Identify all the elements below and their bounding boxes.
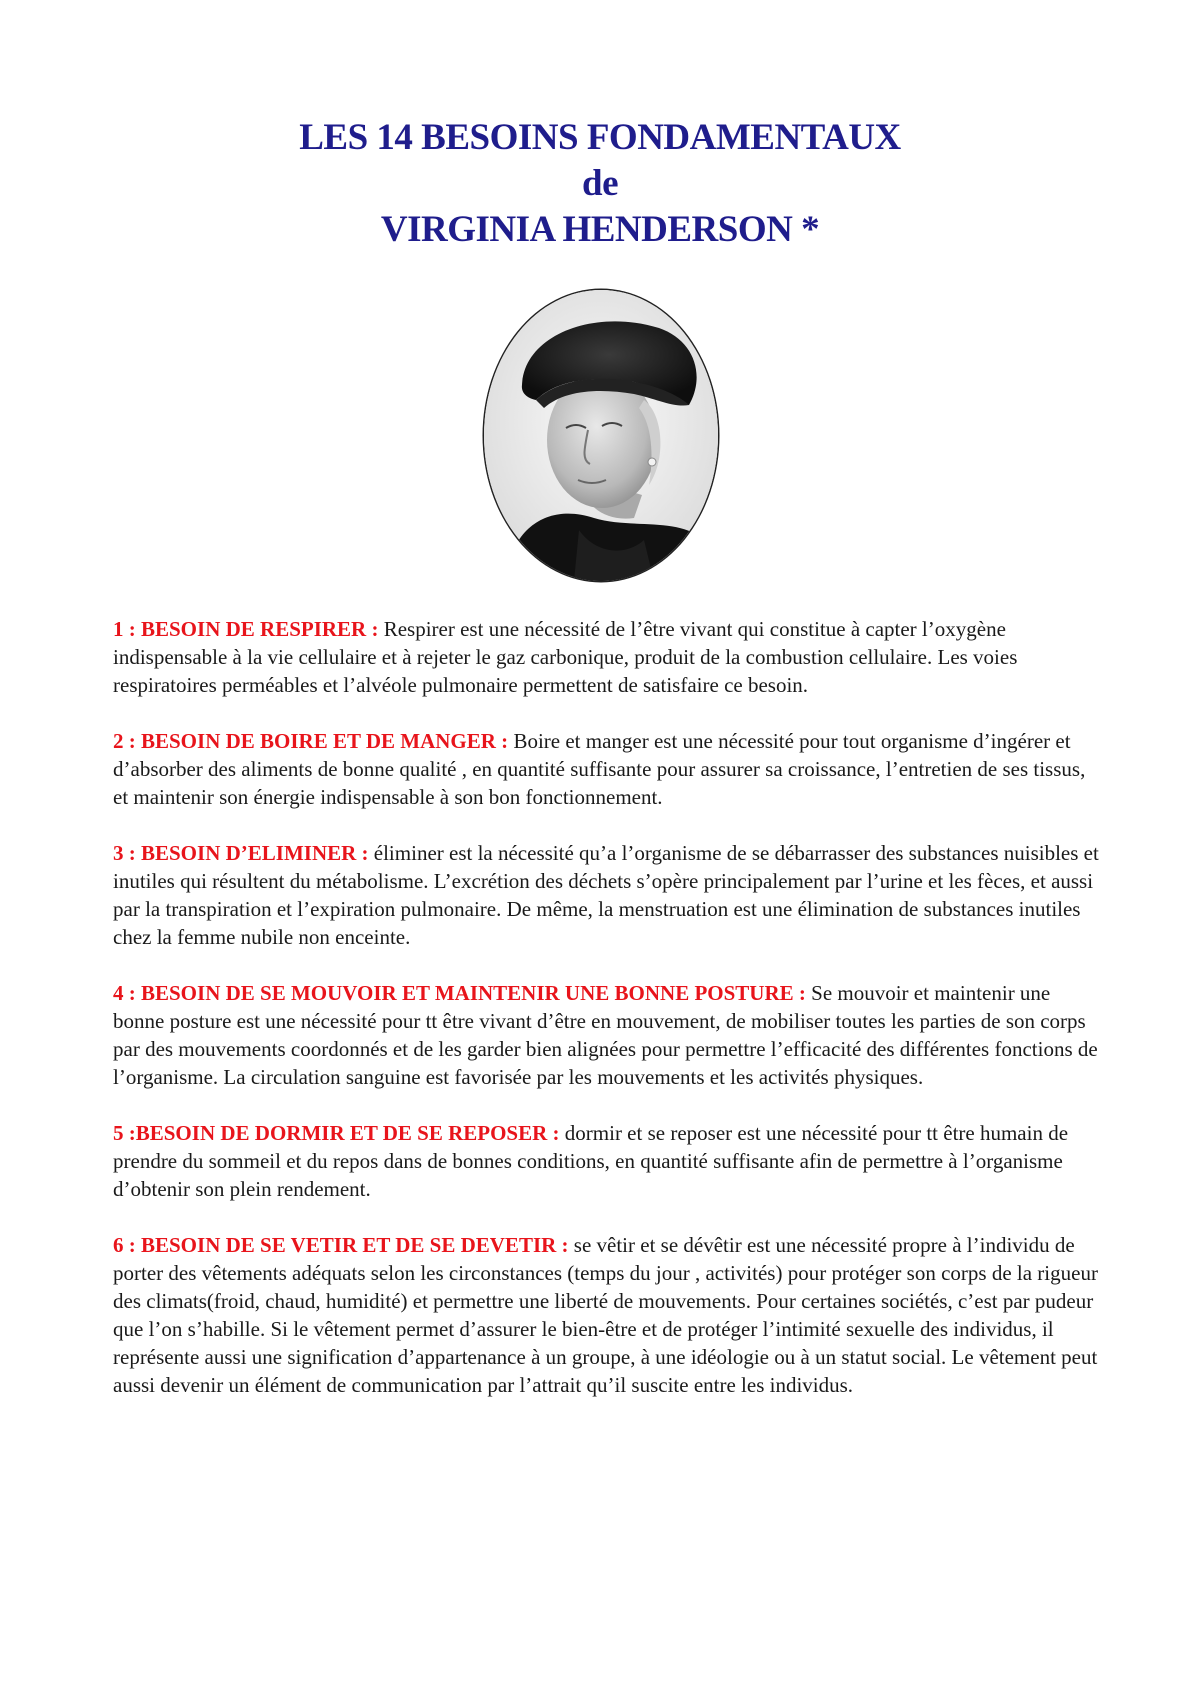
- portrait-photo: [484, 290, 718, 581]
- need-heading: 5 :BESOIN DE DORMIR ET DE SE REPOSER :: [113, 1121, 565, 1145]
- need-heading: 4 : BESOIN DE SE MOUVOIR ET MAINTENIR UNE BONNE POSTURE :: [113, 981, 812, 1005]
- need-item: [113, 1231, 1099, 1399]
- need-text: dormir et se reposer est une nécessité pour tt être humain de prendre du sommeil et du repos dans de bonnes conditions, en quantité suffisante afin de permettre à l’organisme d’obtenir son plein rendement.: [113, 1121, 1069, 1201]
- need-text: éliminer est la nécessité qu’a l’organisme de se débarrasser des substances nuisibles et inutiles qui résultent du métabolisme. L’excrétion des déchets s’opère principalement par l’urine et les fèces, et aussi par la transpiration et l’expiration pulmonaire. De même, la menstruation est une élimination de substances inutiles chez la femme nubile non enceinte.: [113, 841, 1099, 949]
- need-heading: 2 : BESOIN DE BOIRE ET DE MANGER :: [113, 729, 514, 753]
- needs-list: [113, 615, 1099, 1427]
- need-text: Respirer est une nécessité de l’être vivant qui constitue à capter l’oxygène indispensable à la vie cellulaire et à rejeter le gaz carbonique, produit de la combustion cellulaire. Les voies respiratoires perméables et l’alvéole pulmonaire permettent de satisfaire ce besoin.: [113, 617, 1018, 697]
- need-heading: 3 : BESOIN D’ELIMINER :: [113, 841, 374, 865]
- need-item: [113, 979, 1099, 1091]
- need-item: [113, 615, 1099, 699]
- title-line-3: VIRGINIA HENDERSON *: [380, 209, 820, 250]
- need-text: Se mouvoir et maintenir une bonne posture est une nécessité pour tt être vivant d’être en mouvement, de mobiliser toutes les parties de son corps par des mouvements coordonnés et de les garder bien alignées pour permettre l’efficacité des différentes fonctions de l’organisme. La circulation sanguine est favorisée par les mouvements et les activités physiques.: [113, 981, 1098, 1089]
- document-title: [0, 115, 1200, 253]
- need-item: [113, 839, 1099, 951]
- need-text: se vêtir et se dévêtir est une nécessité propre à l’individu de porter des vêtements adéquats selon les circonstances (temps du jour , activités) pour protéger son corps de la rigueur des climats(froid, chaud, humidité) et permettre une liberté de mouvements. Pour certaines sociétés, c’est par pudeur que l’on s’habille. Si le vêtement permet d’assurer le bien-être et de protéger l’intimité sexuelle des individus, il représente aussi une signification d’appartenance à un groupe, à une idéologie ou à un statut social. Le vêtement peut aussi devenir un élément de communication par l’attrait qu’il suscite entre les individus.: [113, 1233, 1098, 1397]
- title-line-2: de: [582, 163, 618, 204]
- need-text: Boire et manger est une nécessité pour tout organisme d’ingérer et d’absorber des aliments de bonne qualité , en quantité suffisante pour assurer sa croissance, l’entretien de ses tissus, et maintenir son énergie indispensable à son bon fonctionnement.: [113, 729, 1086, 809]
- title-line-1: LES 14 BESOINS FONDAMENTAUX: [299, 117, 901, 158]
- need-item: [113, 1119, 1099, 1203]
- need-item: [113, 727, 1099, 811]
- need-heading: 6 : BESOIN DE SE VETIR ET DE SE DEVETIR :: [113, 1233, 574, 1257]
- portrait-photo-icon: [484, 290, 718, 581]
- need-heading: 1 : BESOIN DE RESPIRER :: [113, 617, 384, 641]
